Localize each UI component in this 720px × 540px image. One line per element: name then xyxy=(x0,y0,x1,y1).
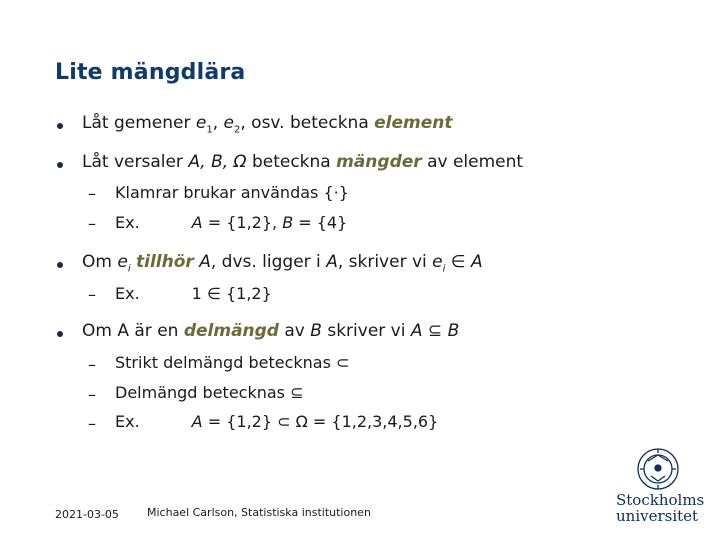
var: e xyxy=(117,252,128,272)
text: , dvs. ligger i xyxy=(210,252,327,272)
dash: – xyxy=(88,285,96,304)
text: skriver vi xyxy=(321,321,411,341)
footer-date: 2021-03-05 xyxy=(55,508,119,521)
sub-bullet-example xyxy=(115,284,272,303)
var: A xyxy=(410,321,423,341)
dash: – xyxy=(88,385,96,404)
text: ∈ xyxy=(445,252,472,272)
footer-author: Michael Carlson, Statistiska institutionen xyxy=(147,506,371,519)
logo-text-line2: universitet xyxy=(616,507,699,525)
slide-title: Lite mängdlära xyxy=(55,60,246,85)
sub-bullet-example xyxy=(115,213,347,232)
text: av element xyxy=(421,152,524,172)
subscript: 2 xyxy=(233,124,241,136)
example-label: Ex. xyxy=(115,412,140,431)
text: Låt versaler xyxy=(82,152,189,172)
bullet-4 xyxy=(82,321,459,341)
var: A xyxy=(199,252,211,272)
text: beteckna xyxy=(246,152,337,172)
bullet-dot xyxy=(57,162,63,168)
highlight-term: delmängd xyxy=(183,321,279,341)
highlight-term: mängder xyxy=(336,152,422,172)
subscript: 1 xyxy=(206,124,213,136)
var: A xyxy=(326,252,338,272)
text: av xyxy=(278,321,311,341)
text: , skriver vi xyxy=(337,252,433,272)
example-value: = {1,2} ⊂ Ω = {1,2,3,4,5,6} xyxy=(202,412,439,431)
logo-text-line1: Stockholms xyxy=(616,491,705,509)
vars: A, B, Ω xyxy=(188,152,247,172)
var-e: e xyxy=(195,113,207,133)
var: A xyxy=(191,412,203,431)
text: Om A är en xyxy=(82,321,184,341)
dash: – xyxy=(88,355,96,374)
sub-bullet: Strikt delmängd betecknas ⊂ xyxy=(115,353,350,372)
bullet-2 xyxy=(82,152,523,172)
bullet-dot xyxy=(57,262,63,268)
var: B xyxy=(282,213,294,232)
sub-bullet-example xyxy=(115,412,438,431)
subscript: i xyxy=(442,263,446,275)
dash: – xyxy=(88,414,96,433)
bullet-1 xyxy=(82,113,453,135)
text: , xyxy=(212,113,224,133)
bullet-3 xyxy=(82,252,483,274)
sub-bullet: Delmängd betecknas ⊆ xyxy=(115,383,304,402)
subscript: i xyxy=(127,263,131,275)
var: B xyxy=(310,321,322,341)
text: , osv. beteckna xyxy=(240,113,375,133)
text: Låt gemener xyxy=(82,113,196,133)
var: A xyxy=(191,213,203,232)
highlight-term: tillhör xyxy=(136,252,194,272)
text: ⊆ xyxy=(422,321,448,341)
bullet-dot xyxy=(57,331,63,337)
text: = {1,2}, xyxy=(202,213,283,232)
example-label: Ex. xyxy=(115,213,140,232)
highlight-term: element xyxy=(374,113,453,133)
dash: – xyxy=(88,184,96,203)
var-e: e xyxy=(223,113,234,133)
sub-bullet: Klamrar brukar användas {·} xyxy=(115,183,349,202)
example-value: 1 ∈ {1,2} xyxy=(191,284,272,303)
text: = {4} xyxy=(293,213,348,232)
var: B xyxy=(447,321,460,341)
text: Om xyxy=(82,252,118,272)
var: e xyxy=(432,252,443,272)
example-label: Ex. xyxy=(115,284,140,303)
bullet-dot xyxy=(57,123,63,129)
var: A xyxy=(471,252,483,272)
dash: – xyxy=(88,214,96,233)
